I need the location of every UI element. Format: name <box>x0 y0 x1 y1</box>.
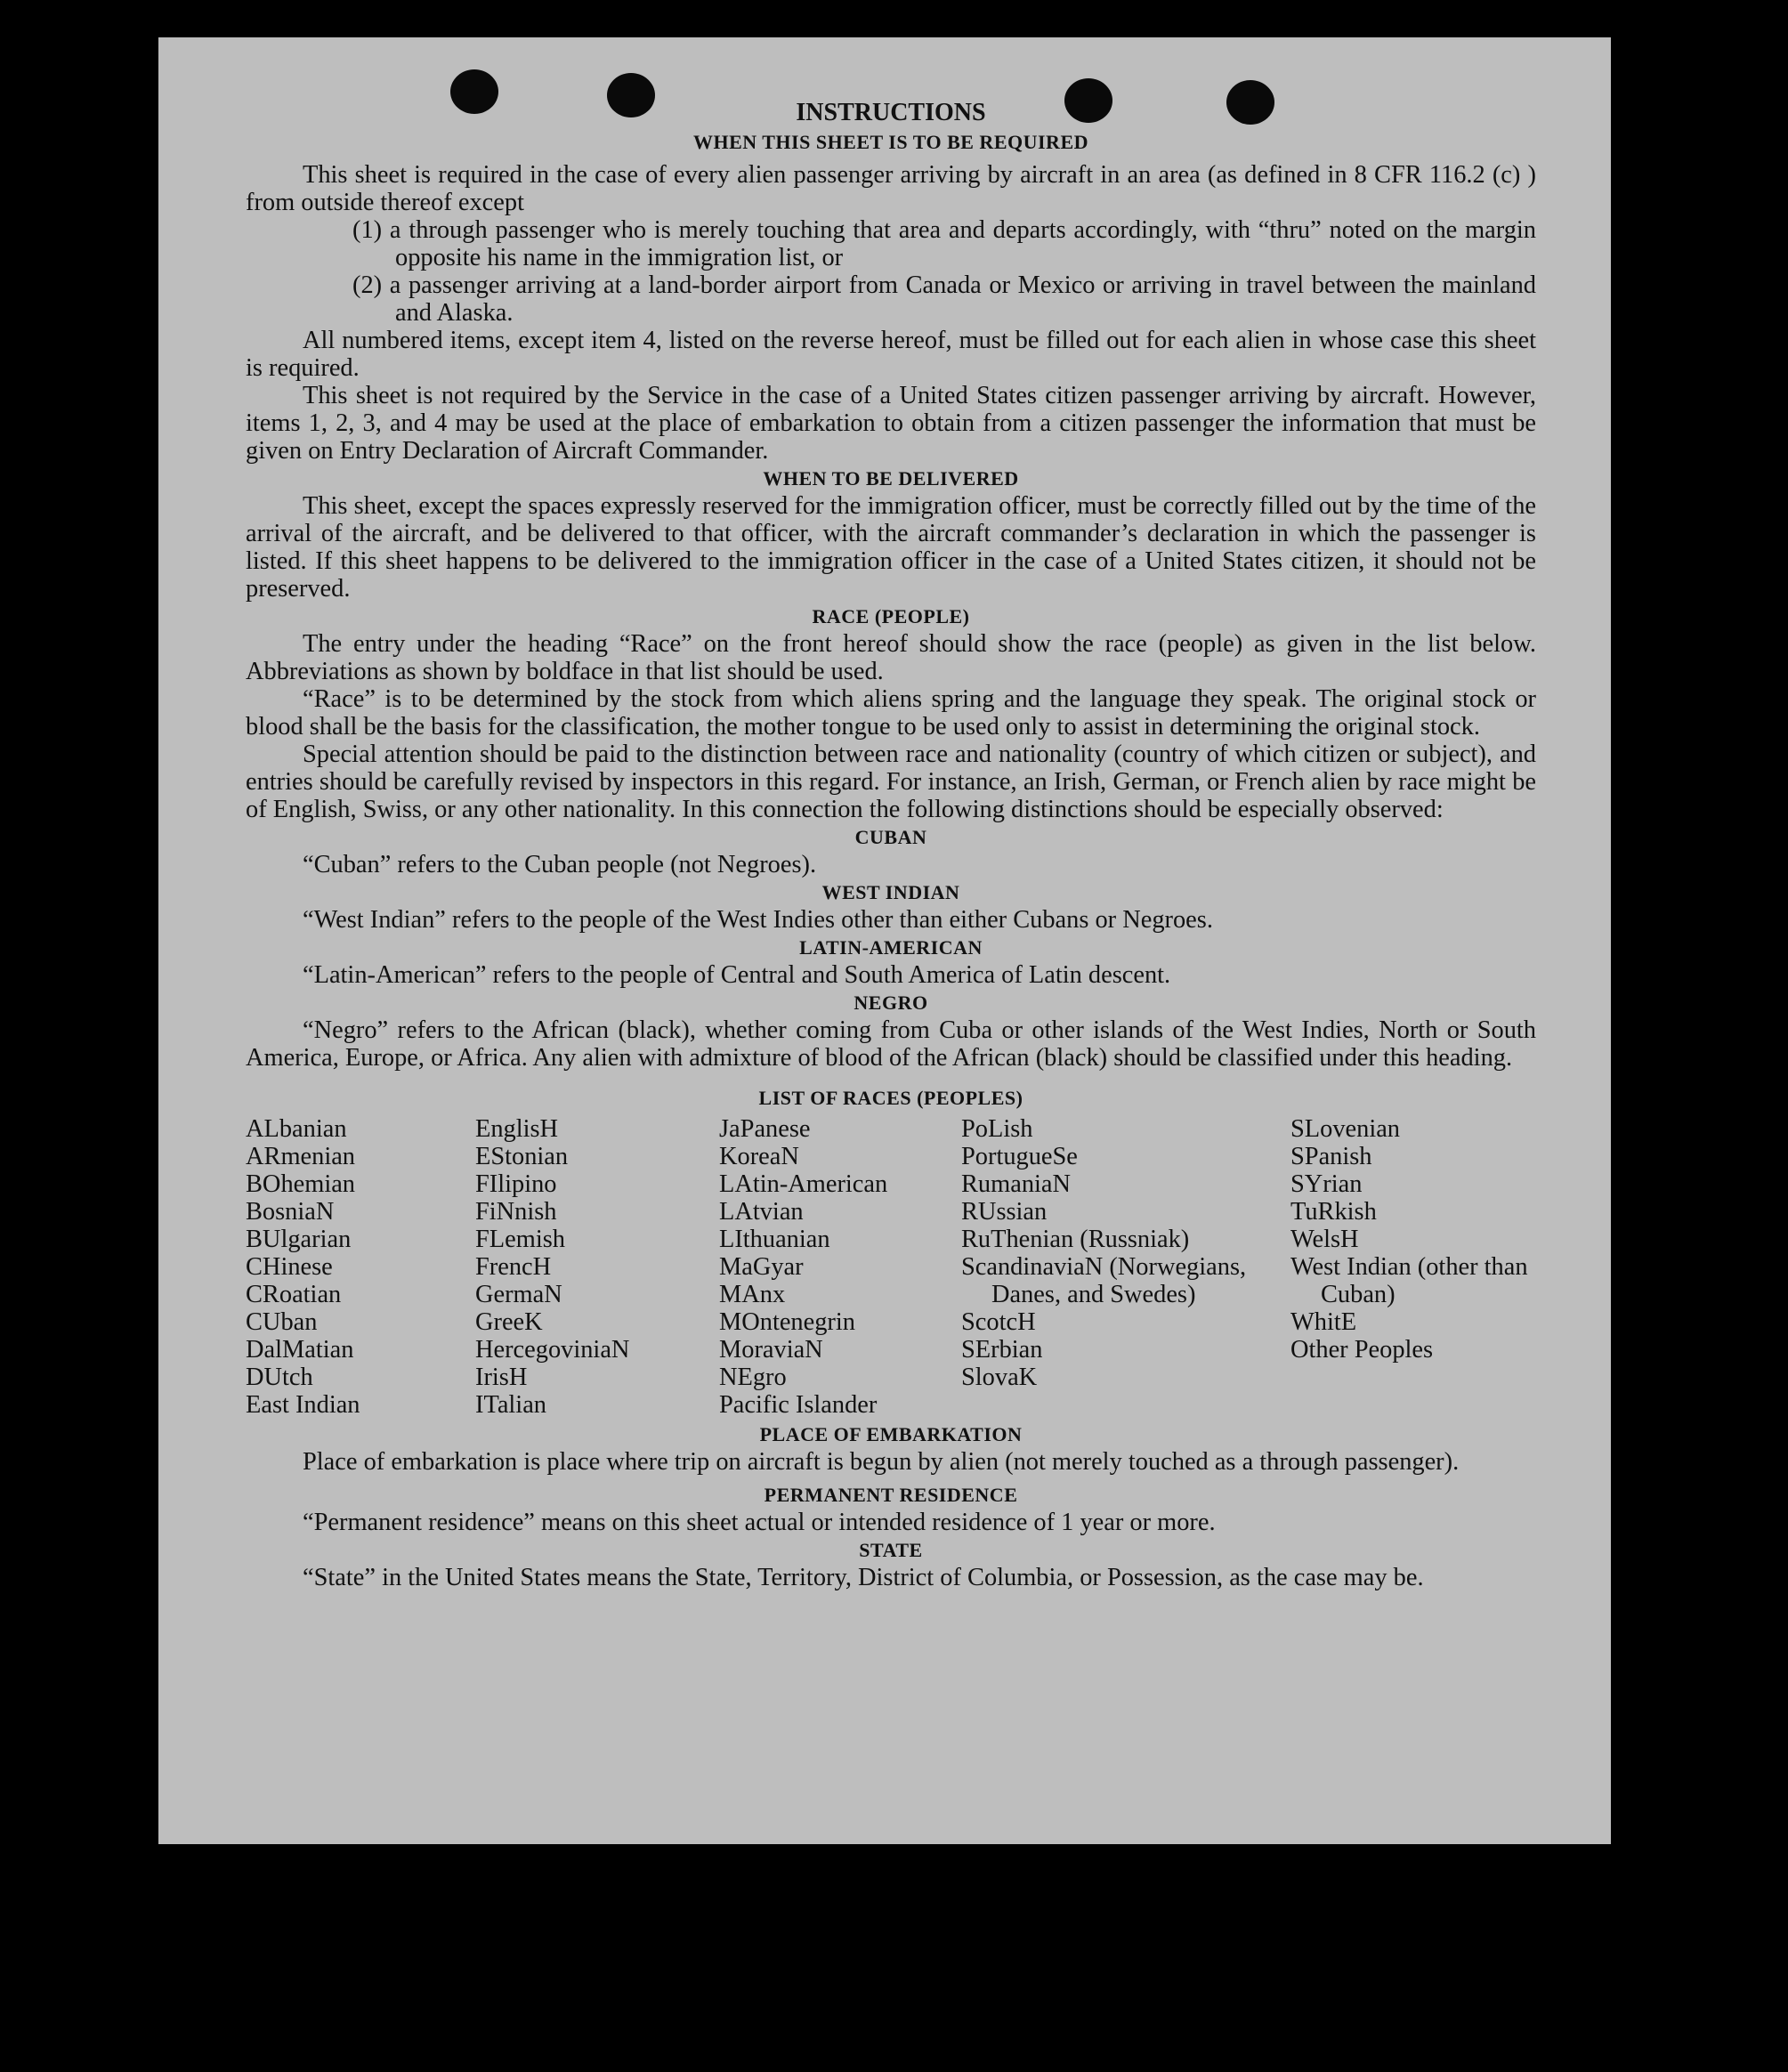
paragraph: Place of embarkation is place where trip on aircraft is begun by alien (not merely touched as a through passenger). <box>303 1448 1460 1476</box>
race-entry: WhitE <box>1290 1308 1357 1336</box>
race-entry: JaPanese <box>719 1115 811 1143</box>
paragraph: “Race” is to be determined by the stock from which aliens spring and the language they speak. The original stock or blood shall be the basis for the classification, the mother tongue to be used only to assist in determining the original stock. <box>246 685 1536 741</box>
race-entry: GermaN <box>475 1281 562 1308</box>
race-entry: CRoatian <box>246 1281 342 1308</box>
paragraph: “Permanent residence” means on this sheet actual or intended residence of 1 year or more. <box>303 1509 1216 1536</box>
race-entry: ScotcH <box>961 1308 1036 1336</box>
paragraph: “Negro” refers to the African (black), whether coming from Cuba or other islands of the West Indies, North or South America, Europe, or Africa. Any alien with admixture of blood of the African (black) should be classified under this heading. <box>246 1016 1536 1072</box>
race-entry: SLovenian <box>1290 1115 1401 1143</box>
section-heading-when-delivered: WHEN TO BE DELIVERED <box>763 467 1019 490</box>
race-entry: GreeK <box>475 1308 543 1336</box>
section-heading-latin-american: LATIN-AMERICAN <box>799 936 983 959</box>
instructions-content <box>246 98 1536 1591</box>
section-heading-race: RACE (PEOPLE) <box>812 605 970 627</box>
race-entry: WelsH <box>1290 1226 1359 1253</box>
paragraph: “West Indian” refers to the people of the West Indies other than either Cubans or Negroes. <box>303 906 1213 934</box>
race-entry: BUlgarian <box>246 1226 352 1253</box>
race-entry: LIthuanian <box>719 1226 830 1253</box>
races-column <box>475 1115 719 1419</box>
races-column <box>961 1115 1290 1419</box>
race-entry: BOhemian <box>246 1170 356 1198</box>
race-entry: RUssian <box>961 1198 1048 1226</box>
races-column <box>246 1115 475 1419</box>
race-entry: TuRkish <box>1290 1198 1377 1226</box>
race-entry: ALbanian <box>246 1115 347 1143</box>
race-entry: HercegoviniaN <box>475 1336 630 1364</box>
race-entry: MoraviaN <box>719 1336 823 1364</box>
race-entry: BosniaN <box>246 1198 335 1226</box>
paragraph: The entry under the heading “Race” on the front hereof should show the race (people) as given in the list below. Abbreviations as shown by boldface in that list should be used. <box>246 630 1536 685</box>
race-entry: SlovaK <box>961 1364 1038 1391</box>
page-title: INSTRUCTIONS <box>796 99 986 126</box>
races-column <box>719 1115 961 1419</box>
races-column <box>1290 1115 1536 1419</box>
section-heading-list-of-races: LIST OF RACES (PEOPLES) <box>758 1087 1023 1109</box>
race-entry: NEgro <box>719 1364 787 1391</box>
race-entry: West Indian (other than Cuban) <box>1290 1253 1528 1308</box>
section-heading-west-indian: WEST INDIAN <box>821 881 960 903</box>
section-heading-state: STATE <box>859 1539 923 1561</box>
paragraph: “Cuban” refers to the Cuban people (not Negroes). <box>303 851 817 878</box>
race-entry: East Indian <box>246 1391 360 1419</box>
race-entry: CHinese <box>246 1253 333 1281</box>
race-entry: PortugueSe <box>961 1143 1078 1170</box>
race-entry: MaGyar <box>719 1253 804 1281</box>
section-heading-negro: NEGRO <box>854 991 928 1014</box>
race-entry: IrisH <box>475 1364 528 1391</box>
race-entry: CUban <box>246 1308 318 1336</box>
section-heading-when-required: WHEN THIS SHEET IS TO BE REQUIRED <box>692 131 1089 153</box>
race-entry: Other Peoples <box>1290 1336 1434 1364</box>
race-entry: ScandinaviaN (Norwegians, Danes, and Swedes) <box>961 1253 1247 1308</box>
race-entry: RumaniaN <box>961 1170 1072 1198</box>
race-entry: FIlipino <box>475 1170 557 1198</box>
race-entry: FrencH <box>475 1253 552 1281</box>
paragraph: This sheet is required in the case of every alien passenger arriving by aircraft in an area (as defined in 8 CFR 116.2 (c) ) from outside thereof except <box>246 161 1536 216</box>
race-entry: KoreaN <box>719 1143 799 1170</box>
race-entry: LAtin-American <box>719 1170 888 1198</box>
race-entry: LAtvian <box>719 1198 804 1226</box>
race-entry: FiNnish <box>475 1198 557 1226</box>
document-sheet <box>158 37 1611 1844</box>
race-entry: EStonian <box>475 1143 569 1170</box>
list-item: (1) a through passenger who is merely touching that area and departs accordingly, with “thru” noted on the margin opposite his name in the immigration list, or <box>352 216 1536 271</box>
race-entry: DalMatian <box>246 1336 354 1364</box>
races-list <box>246 1115 1536 1419</box>
paragraph: “Latin-American” refers to the people of Central and South America of Latin descent. <box>303 961 1171 989</box>
race-entry: EnglisH <box>475 1115 559 1143</box>
race-entry: SPanish <box>1290 1143 1372 1170</box>
paragraph: Special attention should be paid to the distinction between race and nationality (country of which citizen or subject), and entries should be carefully revised by inspectors in this regard. For instance, an Irish, German, or French alien by race might be of English, Swiss, or any other nationality. In this connection the following distinctions should be especially observed: <box>246 741 1536 823</box>
race-entry: SYrian <box>1290 1170 1363 1198</box>
section-heading-permanent-residence: PERMANENT RESIDENCE <box>764 1484 1018 1506</box>
race-entry: SErbian <box>961 1336 1043 1364</box>
race-entry: DUtch <box>246 1364 313 1391</box>
race-entry: ITalian <box>475 1391 546 1419</box>
paragraph: All numbered items, except item 4, listed on the reverse hereof, must be filled out for each alien in whose case this sheet is required. <box>246 327 1536 382</box>
race-entry: MOntenegrin <box>719 1308 855 1336</box>
paragraph: This sheet, except the spaces expressly reserved for the immigration officer, must be correctly filled out by the time of the arrival of the aircraft, and be delivered to that officer, with the aircraft commander’s declaration in which the passenger is listed. If this sheet happens to be delivered to the immigration officer in the case of a United States citizen, it should not be preserved. <box>246 492 1536 603</box>
section-heading-place-of-embarkation: PLACE OF EMBARKATION <box>759 1423 1023 1445</box>
race-entry: MAnx <box>719 1281 786 1308</box>
paragraph: “State” in the United States means the State, Territory, District of Columbia, or Possession, as the case may be. <box>303 1564 1424 1591</box>
race-entry: ARmenian <box>246 1143 356 1170</box>
race-entry: PoLish <box>961 1115 1033 1143</box>
race-entry: Pacific Islander <box>719 1391 878 1419</box>
race-entry: FLemish <box>475 1226 565 1253</box>
paragraph: This sheet is not required by the Service in the case of a United States citizen passenger arriving by aircraft. However, items 1, 2, 3, and 4 may be used at the place of embarkation to obtain from a citizen passenger the information that must be given on Entry Declaration of Aircraft Commander. <box>246 382 1536 465</box>
section-heading-cuban: CUBAN <box>854 826 927 848</box>
race-entry: RuThenian (Russniak) <box>961 1226 1190 1253</box>
list-item: (2) a passenger arriving at a land-border airport from Canada or Mexico or arriving in travel between the mainland and Alaska. <box>352 271 1536 327</box>
